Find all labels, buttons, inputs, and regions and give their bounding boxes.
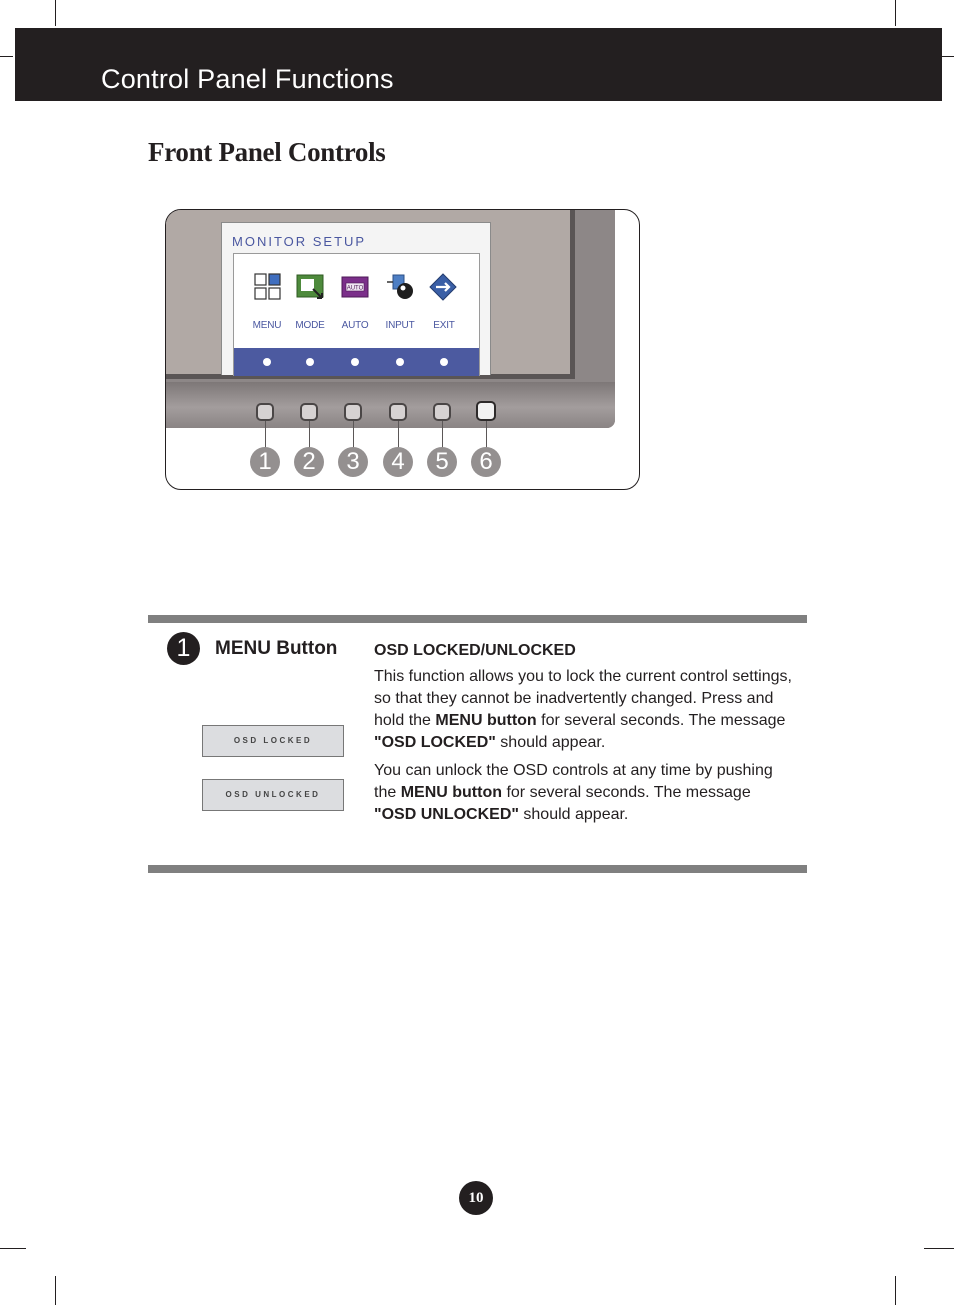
callout-3: 3 bbox=[338, 447, 368, 477]
callout-leader bbox=[486, 421, 487, 449]
osd-locked-message: OSD LOCKED bbox=[202, 725, 344, 757]
description-paragraph-2 bbox=[374, 760, 794, 826]
monitor-screen bbox=[166, 210, 575, 379]
crop-mark bbox=[0, 1248, 26, 1249]
text-run: should appear. bbox=[518, 806, 629, 823]
osd-unlocked-message: OSD UNLOCKED bbox=[202, 779, 344, 811]
callout-1: 1 bbox=[250, 447, 280, 477]
function-description bbox=[374, 642, 794, 832]
header-bar bbox=[15, 28, 942, 101]
callout-5: 5 bbox=[427, 447, 457, 477]
hw-input-button bbox=[389, 403, 407, 421]
page-title: Control Panel Functions bbox=[101, 64, 394, 94]
hw-mode-button bbox=[300, 403, 318, 421]
osd-dot bbox=[396, 358, 404, 366]
osd-button-bar bbox=[234, 348, 479, 376]
crop-mark bbox=[0, 56, 13, 57]
text-run-bold: "OSD UNLOCKED" bbox=[374, 806, 519, 823]
callout-leader bbox=[442, 421, 443, 449]
callout-4: 4 bbox=[383, 447, 413, 477]
callout-6: 6 bbox=[471, 447, 501, 477]
osd-label-input: INPUT bbox=[385, 320, 415, 331]
hw-power-button bbox=[476, 401, 496, 421]
auto-badge: AUTO bbox=[346, 285, 364, 292]
text-run-bold: MENU button bbox=[435, 712, 537, 729]
section-title: Front Panel Controls bbox=[148, 137, 386, 167]
osd-dot bbox=[306, 358, 314, 366]
crop-mark bbox=[895, 0, 896, 26]
osd-dot bbox=[440, 358, 448, 366]
osd-label-exit: EXIT bbox=[433, 320, 455, 331]
hw-menu-button bbox=[256, 403, 274, 421]
page-number: 10 bbox=[459, 1181, 493, 1215]
table-bottom-rule bbox=[148, 865, 807, 873]
description-heading: OSD LOCKED/UNLOCKED bbox=[374, 642, 576, 659]
callout-leader bbox=[309, 421, 310, 449]
mode-window-icon bbox=[296, 273, 324, 301]
osd-dot bbox=[263, 358, 271, 366]
crop-mark bbox=[55, 1276, 56, 1305]
text-run: This function allows you to lock the current control settings, so that they cannot be inadvertently changed. Press and hold the bbox=[374, 668, 792, 729]
osd-dot bbox=[351, 358, 359, 366]
auto-adjust-icon bbox=[341, 273, 369, 301]
osd-menu bbox=[221, 222, 491, 375]
crop-mark bbox=[941, 56, 954, 57]
text-run: should appear. bbox=[495, 734, 606, 751]
hw-exit-button bbox=[433, 403, 451, 421]
osd-title: MONITOR SETUP bbox=[232, 234, 367, 249]
crop-mark bbox=[895, 1276, 896, 1305]
monitor-illustration bbox=[165, 209, 640, 490]
input-source-icon bbox=[386, 273, 414, 301]
callout-leader bbox=[398, 421, 399, 449]
text-run: You can unlock the OSD controls at any time by pushing the bbox=[374, 762, 773, 801]
text-run-bold: MENU button bbox=[400, 784, 502, 801]
osd-label-auto: AUTO bbox=[341, 320, 369, 331]
callout-leader bbox=[265, 421, 266, 449]
text-run: for several seconds. The message bbox=[502, 784, 751, 801]
exit-arrow-icon bbox=[429, 273, 457, 301]
osd-panel bbox=[233, 253, 480, 376]
osd-label-mode: MODE bbox=[295, 320, 325, 331]
hw-auto-button bbox=[344, 403, 362, 421]
crop-mark bbox=[924, 1248, 954, 1249]
osd-label-menu: MENU bbox=[252, 320, 282, 331]
description-paragraph-1 bbox=[374, 666, 794, 754]
function-button-name: MENU Button bbox=[215, 638, 338, 659]
text-run: for several seconds. The message bbox=[536, 712, 786, 729]
function-number-badge: 1 bbox=[167, 632, 200, 665]
callout-2: 2 bbox=[294, 447, 324, 477]
crop-mark bbox=[55, 0, 56, 26]
callout-leader bbox=[353, 421, 354, 449]
table-top-rule bbox=[148, 615, 807, 623]
menu-grid-icon bbox=[254, 273, 282, 301]
text-run-bold: "OSD LOCKED" bbox=[374, 734, 496, 751]
